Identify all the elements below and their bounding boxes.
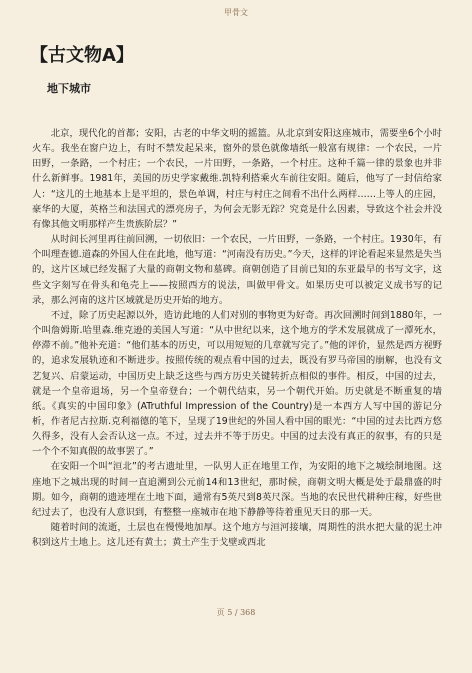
chapter-title: 【古文物A】 — [30, 45, 134, 66]
body-text — [32, 126, 442, 550]
section-title: 地下城市 — [47, 82, 91, 95]
paragraph: 北京，现代化的首都；安阳，古老的中华文明的摇篮。从北京到安阳这座城市，需要坐6个小时火车。我坐在窗户边上，有时不禁发起呆来，窗外的景色就像墙纸一般富有规律：一个农民，一片田野，一条路，一个村庄；一个农民，一片田野，一条路，一个村庄。这种千篇一律的景象也并非什么新鲜事。1981年，美国的历史学家戴维.凯特利搭乘火车前往安阳。随后，他写了一封信给家人：“这儿的土地基本上是平坦的，景色单调，村庄与村庄之间看不出什么两样……上等人的庄园，豪华的大厦，英格兰和法国式的漂亮房子，为何会无影无踪？究竟是什么因素，导致这个社会并没有像其他文明那样产生贵族阶层？” — [32, 128, 442, 230]
paragraph: 随着时间的流逝，土层也在慢慢地加厚。这个地方与洹河接壤，周期性的洪水把大量的泥土冲积到这片土地上。这儿还有黄土；黄土产生于戈壁或西北 — [32, 522, 442, 549]
page-number: 页 5 / 368 — [216, 608, 256, 617]
running-header: 甲骨文 — [224, 8, 248, 17]
paragraph: 不过，除了历史起源以外，造访此地的人们对别的事物更为好奇。再次回溯时间到1880年，一个叫詹姆斯.哈里森.维克逊的美国人写道：“从中世纪以来，这个地方的学术发展就成了一潭死水，停滞不前。”他补充道：“他们基本的历史，可以用短短的几章就写完了。”他的评价，显然是西方视野的，追求发展轨迹和不断进步。按照传统的观点看中国的过去，既没有罗马帝国的崩解，也没有文艺复兴、启蒙运动，中国历史上缺乏这些与西方历史关键转折点相似的事件。相反，中国的过去，就是一个皇帝退场，另一个皇帝登台；一个朝代结束，另一个朝代开始。历史就是不断重复的墙纸。《真实的中国印象》(ATruthful Impression of the Country)是一本西方人写中国的游记分析，作者尼古拉斯.克利福德的笔下，呈现了19世纪的外国人看中国的眼光：“中国的过去比西方悠久得多，没有人会否认这一点。不过，过去并不等于历史。中国的过去没有真正的叙事，有的只是一个个不知真假的故事罢了。” — [32, 309, 442, 458]
paragraph: 在安阳一个叫“洹北”的考古遗址里，一队男人正在地里工作，为安阳的地下之城绘制地图。这座地下之城出现的时间一直追溯到公元前14和13世纪，那时候，商朝文明大概是处于最鼎盛的时期。如今，商朝的遗迹埋在土地下面，通常有5英尺到8英尺深。当地的农民世代耕种庄稼，好些世纪过去了，也没有人意识到，有整整一座城市在地下静静等待着重见天日的那一天。 — [32, 461, 442, 518]
paragraph: 从时间长河里再往前回溯，一切依旧：一个农民，一片田野，一条路，一个村庄。1930年，有个叫理查德.道森的外国人住在此地，他写道：“河南没有历史。”今天，这样的评论看起来显然是失当的，这片区域已经发掘了大量的商朝文物和墓碑。商朝创造了目前已知的东亚最早的书写文字，这些文字刻写在骨头和龟壳上——按照西方的说法，叫做甲骨文。如果历史可以被定义成书写的记录，那么河南的这片区域就是历史开始的地方。 — [32, 234, 442, 306]
